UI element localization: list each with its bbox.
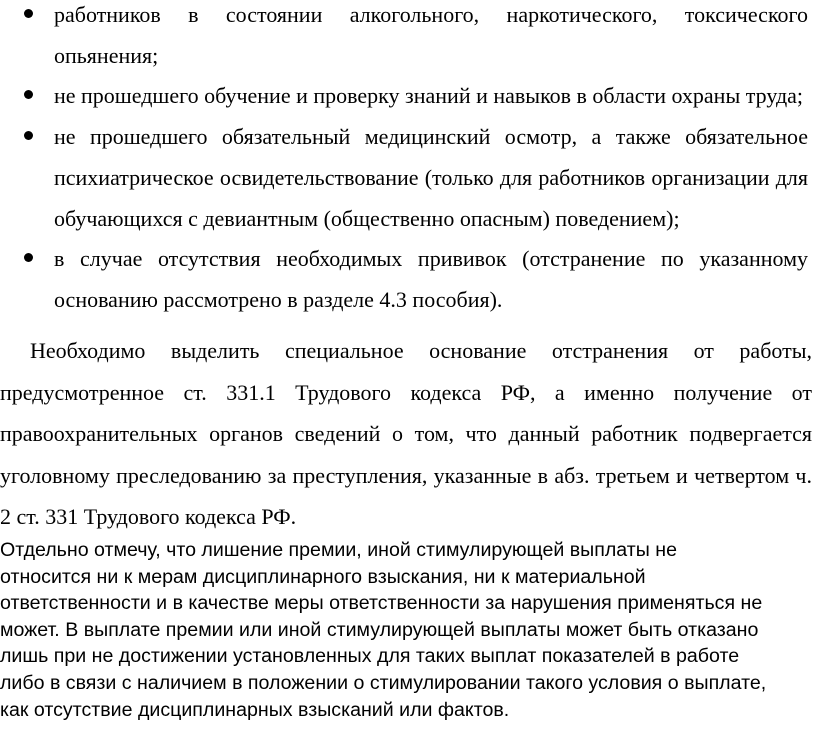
bullet-dot-icon <box>24 90 33 99</box>
note-paragraph: Отдельно отмечу, что лишение премии, иной стимулирующей выплаты не относится ни к мерам дисциплинарного взыскания, ни к материальной ответственности и в качестве меры ответственности за нарушения применяться не может. В выплате премии или иной стимулирующей выплаты может быть отказано лишь при не достижении установленных для таких выплат показателей в работе либо в связи с наличием в положении о стимулировании такого условия о выплате, как отсутствие дисциплинарных взысканий или фактов. <box>0 539 767 721</box>
bullet-dot-icon <box>24 9 33 18</box>
list-item-text: в случае отсутствия необходимых прививок (отстранение по указанному основанию рассмотрено в разделе 4.3 пособия). <box>54 246 808 312</box>
list-item-text: работников в состоянии алкогольного, наркотического, токсического опьянения; <box>54 2 808 68</box>
bullet-dot-icon <box>24 131 33 140</box>
bullet-dot-icon <box>24 253 33 262</box>
list-item <box>0 116 812 239</box>
list-item <box>0 75 816 116</box>
list-item-text: не прошедшего обязательный медицинский осмотр, а также обязательное психиатрическое освидетельствование (только для работников организации для обучающихся с девиантным (общественно опасным) поведением); <box>54 124 808 231</box>
list-item-text: не прошедшего обучение и проверку знаний и навыков в области охраны труда; <box>54 83 804 108</box>
main-paragraph: Необходимо выделить специальное основание отстранения от работы, предусмотренное ст. 331.1 Трудового кодекса РФ, а именно получение от правоохранительных органов сведений о том, что данный работник подвергается уголовному преследованию за преступления, указанные в абз. третьем и четвертом ч. 2 ст. 331 Трудового кодекса РФ. <box>0 338 812 529</box>
list-item <box>0 0 812 76</box>
list-item <box>0 238 812 320</box>
